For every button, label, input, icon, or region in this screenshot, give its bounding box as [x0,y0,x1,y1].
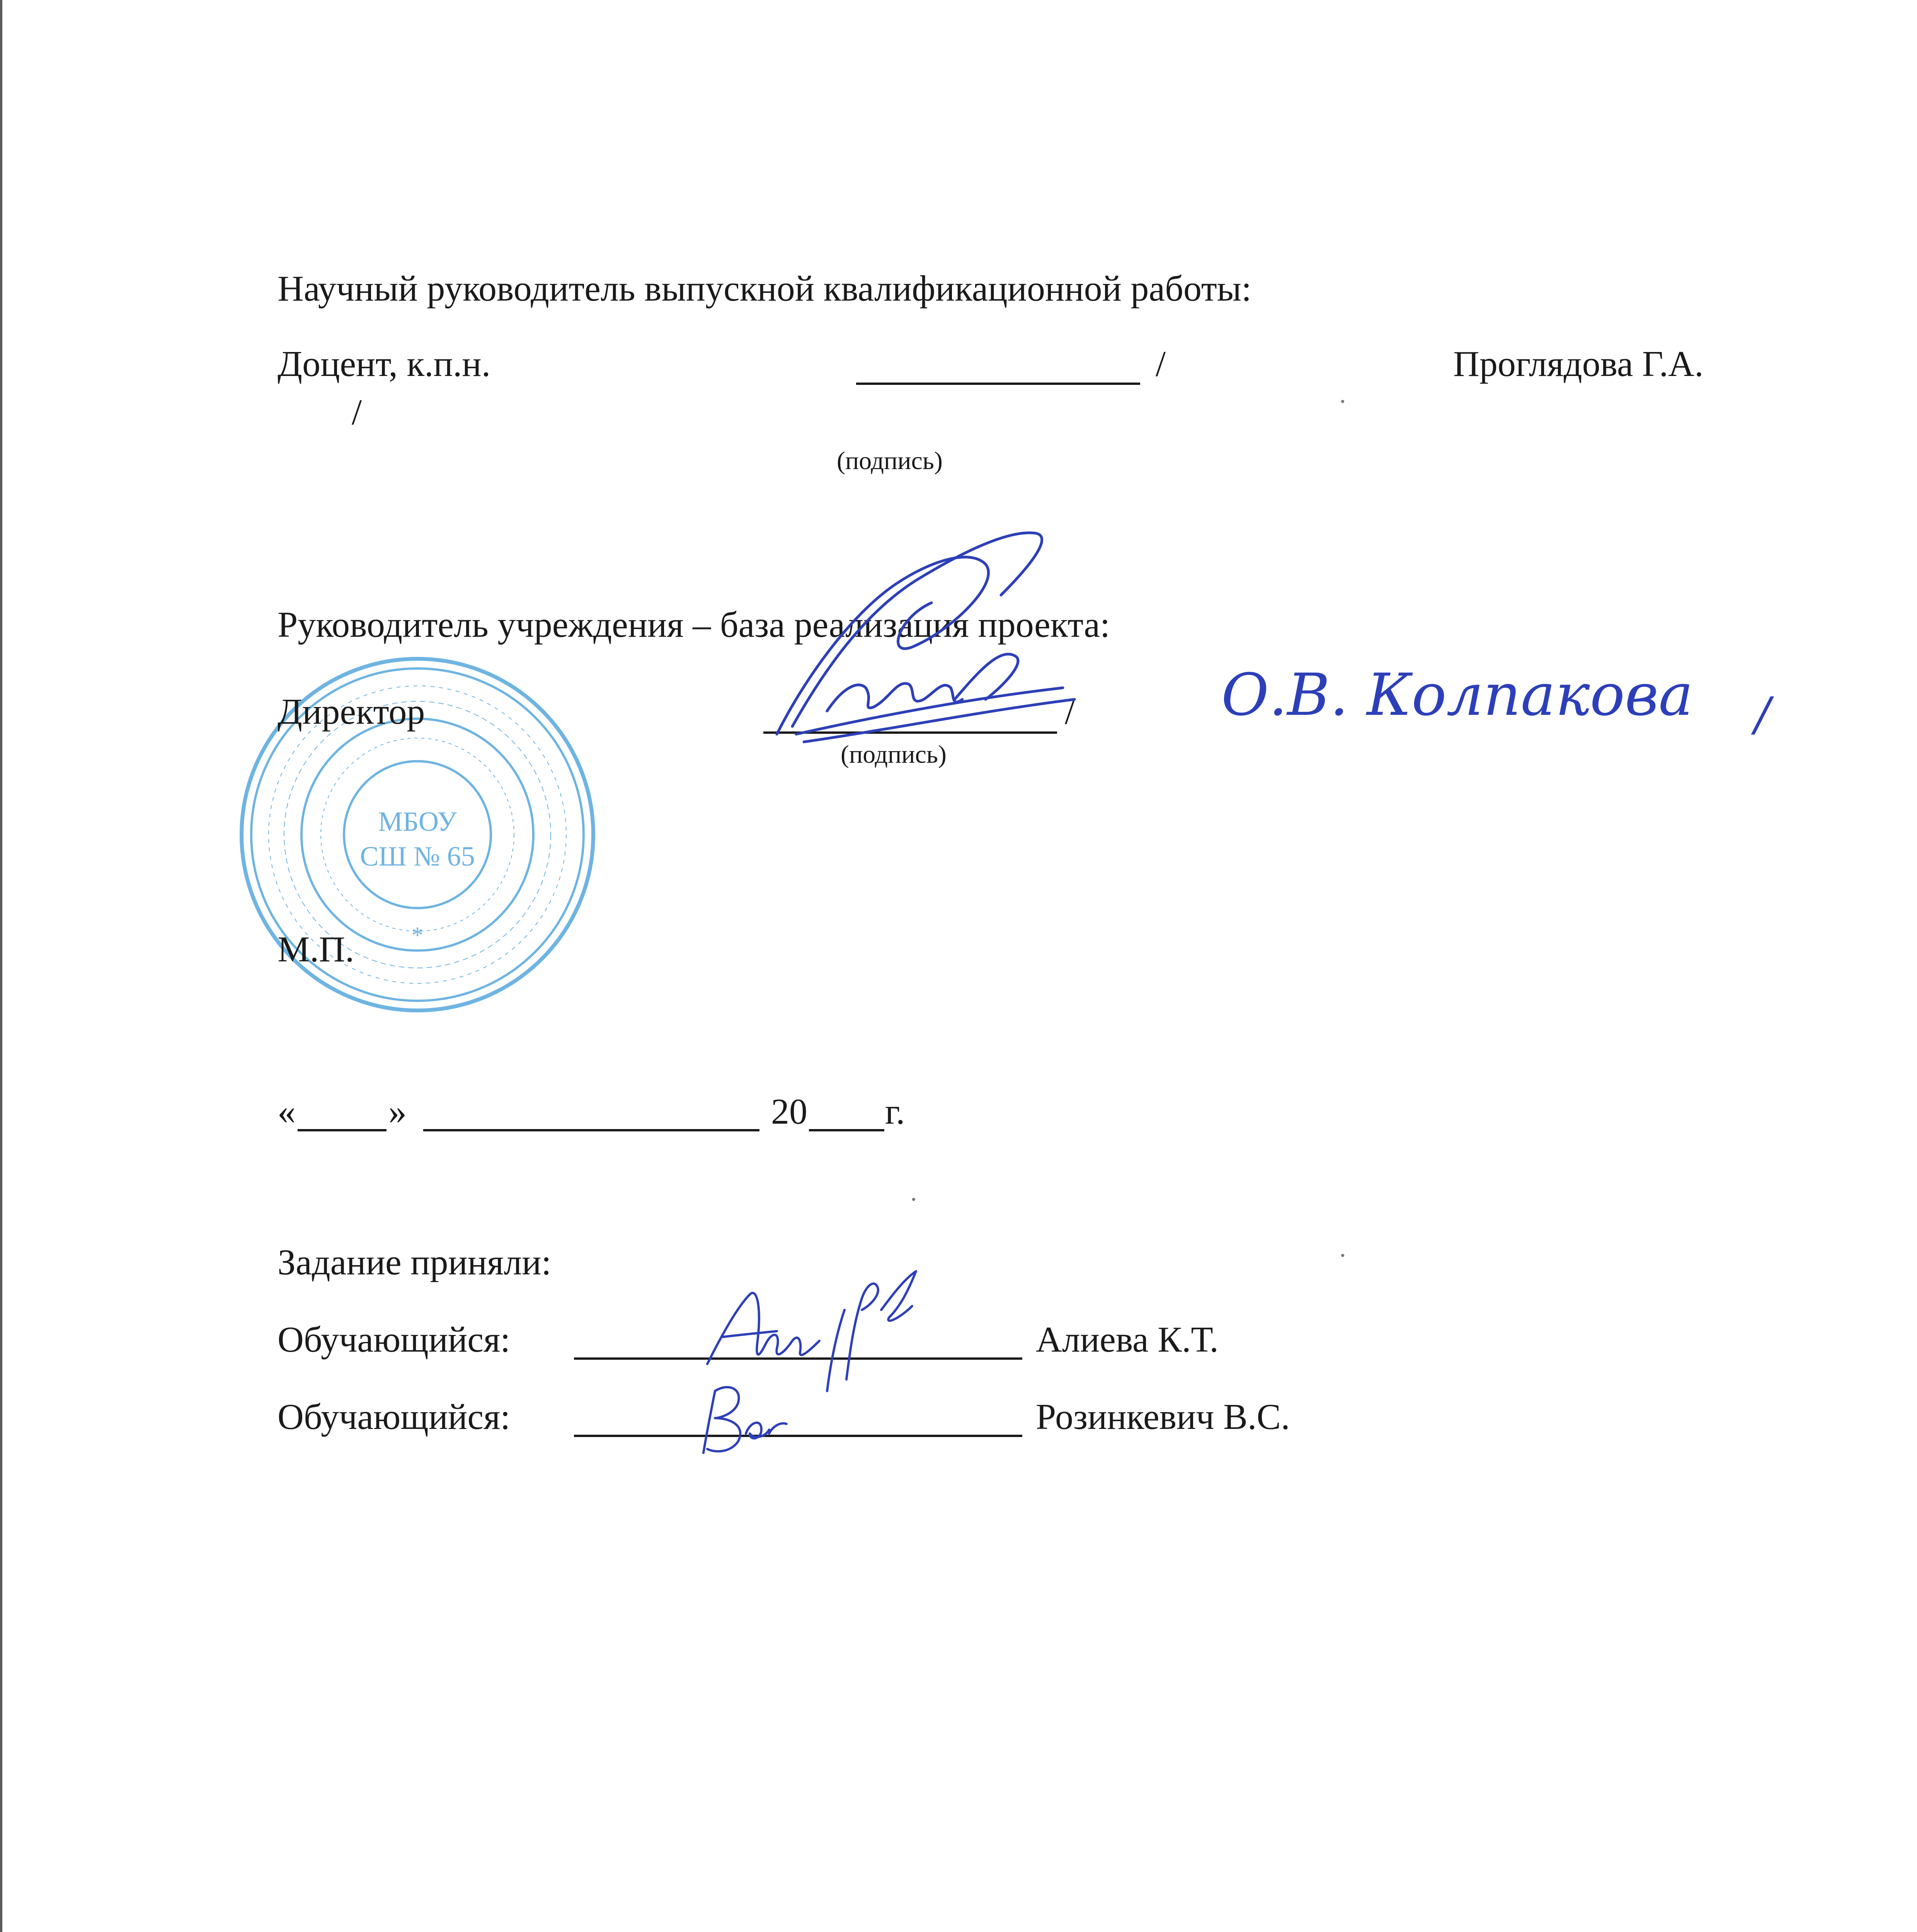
student-1-signature [700,1264,939,1395]
svg-text:СШ № 65: СШ № 65 [360,841,475,872]
date-year-suffix: г. [885,1092,905,1132]
supervisor-position: Доцент, к.п.н. [278,344,491,384]
student-2-name: Розинкевич В.С. [1036,1397,1290,1437]
supervisor-heading: Научный руководитель выпускной квалификационной работы: [278,269,1252,309]
date-close-quote: » [388,1092,407,1132]
student-1-name: Алиева К.Т. [1036,1320,1219,1360]
student-2-signature-line [574,1435,1022,1437]
scan-speck [1341,400,1344,403]
supervisor-slash-wrapped: / [352,392,362,432]
student-2-signature [692,1376,792,1461]
date-month-blank [423,1129,759,1131]
student-2-label: Обучающийся: [278,1397,511,1437]
institution-position: Директор [278,692,425,732]
institution-slash: / [1065,692,1075,732]
institution-heading: Руководитель учреждения – база реализация проекта: [278,605,1110,645]
svg-text:О.В. Колпакова: О.В. Колпакова [1221,662,1693,729]
svg-text:*: * [412,922,423,948]
svg-text:МБОУ: МБОУ [378,806,457,837]
director-signature [769,518,1086,757]
student-1-label: Обучающийся: [278,1320,511,1360]
scan-speck [1341,1254,1344,1257]
svg-text:/: / [1755,688,1771,742]
scan-edge [0,0,2,1932]
scan-speck [912,1198,915,1201]
date-year-blank [809,1129,884,1131]
director-handwritten-name [1214,657,1793,750]
supervisor-signature-caption: (подпись) [837,447,943,475]
date-year-prefix: 20 [771,1092,807,1132]
date-open-quote: « [278,1092,296,1132]
supervisor-slash: / [1156,344,1166,384]
date-day-blank [298,1129,386,1131]
seal-label: М.П. [278,929,354,969]
supervisor-name: Проглядова Г.А. [1453,344,1704,384]
supervisor-signature-line [856,383,1140,385]
institution-signature-caption: (подпись) [841,740,947,769]
students-heading: Задание приняли: [278,1242,552,1282]
